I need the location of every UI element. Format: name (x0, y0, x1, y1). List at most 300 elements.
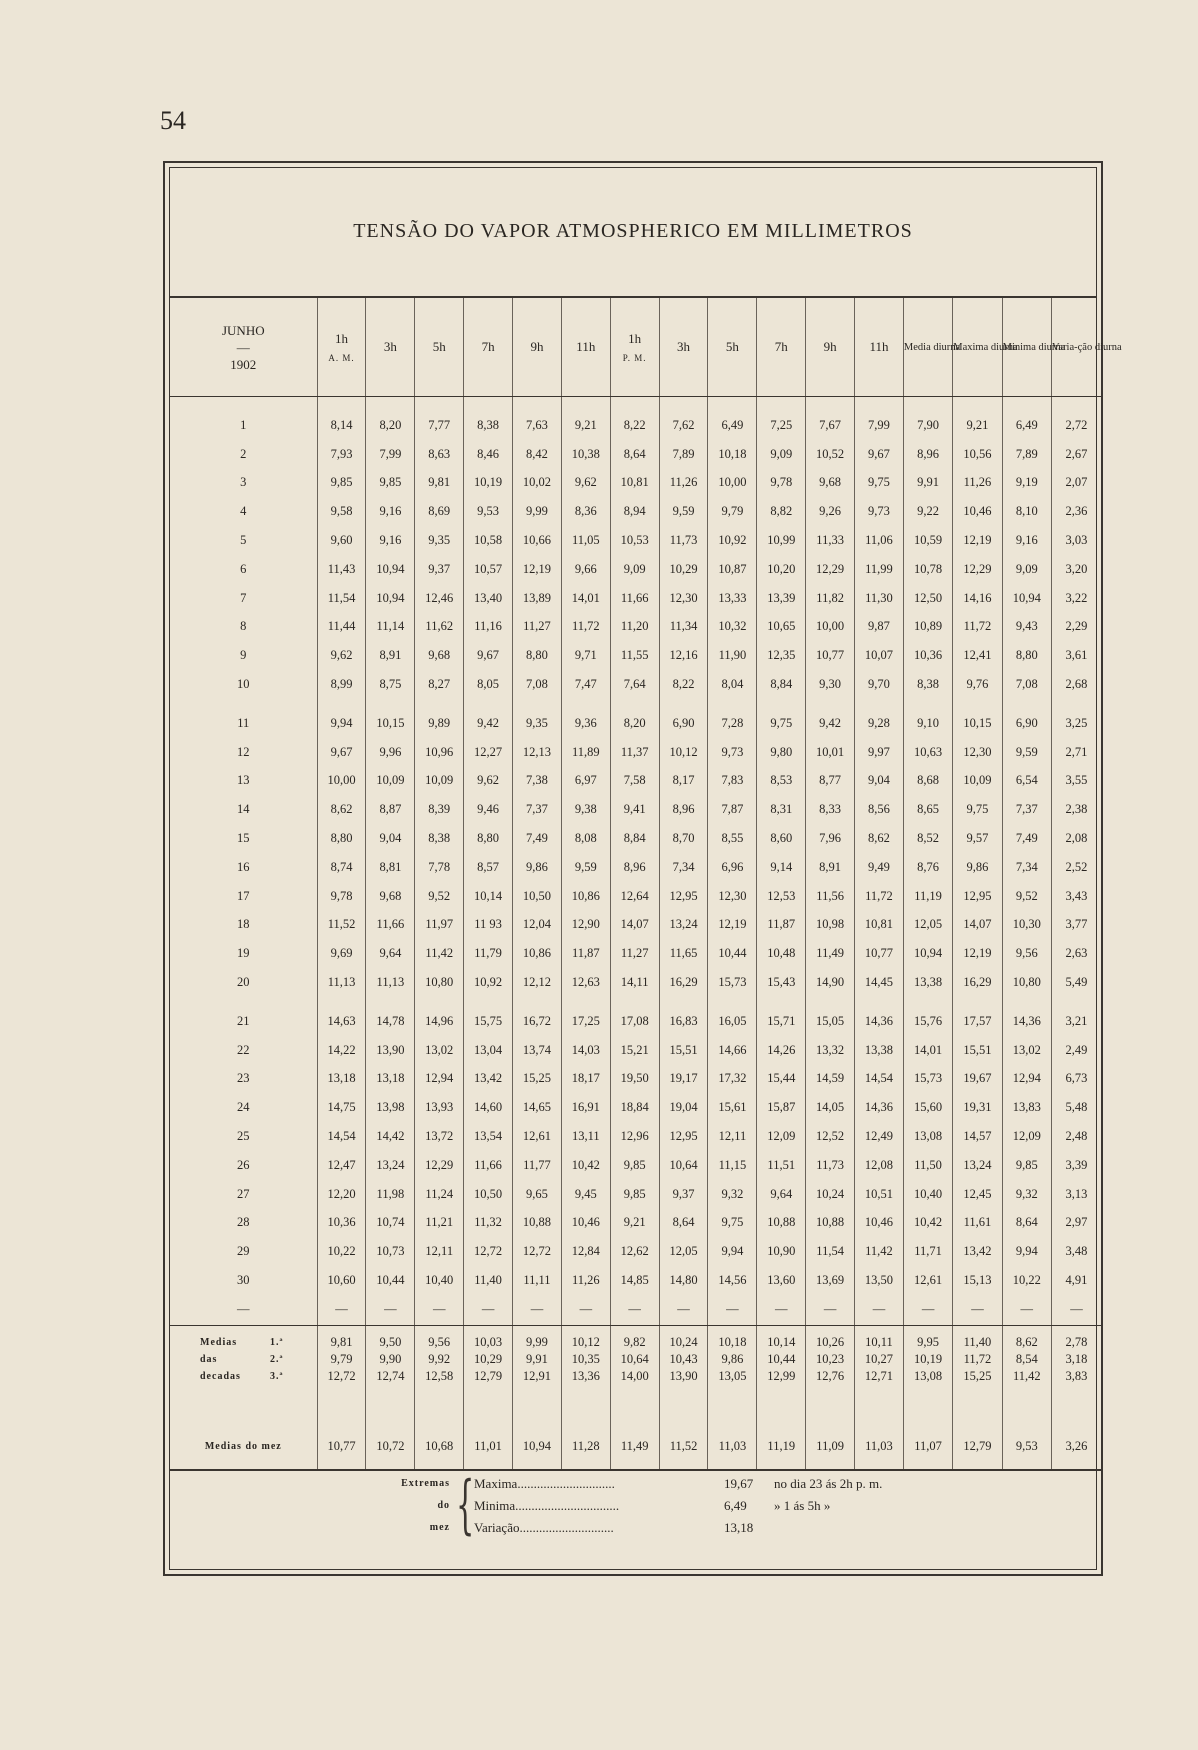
value-cell: 9,85 (366, 469, 415, 498)
value-cell: 7,99 (855, 397, 904, 440)
decade-number: 1.ª (270, 1336, 284, 1348)
decade-mean-row (170, 1351, 1101, 1368)
value-cell: 13,04 (464, 1036, 513, 1065)
table-row (170, 1266, 1101, 1295)
value-cell: 9,59 (1002, 738, 1051, 767)
value-cell: 16,91 (561, 1093, 610, 1122)
gap-cell (170, 699, 317, 709)
value-cell: 11,28 (561, 1425, 610, 1470)
value-cell: 9,68 (415, 641, 464, 670)
value-cell: 9,94 (1002, 1237, 1051, 1266)
extremes-row-minima (474, 1495, 1034, 1517)
dash-cell: — (708, 1295, 757, 1326)
value-cell: 10,48 (757, 939, 806, 968)
header-hour (513, 298, 562, 397)
pad-cell (561, 1385, 610, 1425)
value-cell: 7,08 (1002, 670, 1051, 699)
value-cell: 11,11 (513, 1266, 562, 1295)
value-cell: 9,37 (415, 555, 464, 584)
value-cell: 10,00 (317, 767, 366, 796)
value-cell: 9,81 (317, 1334, 366, 1351)
value-cell: 8,54 (1002, 1351, 1051, 1368)
pad-cell (610, 1385, 659, 1425)
header-hour (757, 298, 806, 397)
value-cell: 7,62 (659, 397, 708, 440)
value-cell: 12,19 (953, 526, 1002, 555)
value-cell: 7,64 (610, 670, 659, 699)
decade-label (170, 1334, 317, 1351)
value-cell: 8,08 (561, 824, 610, 853)
value-cell: 9,67 (464, 641, 513, 670)
value-cell: 11,27 (513, 613, 562, 642)
value-cell: 12,52 (806, 1122, 855, 1151)
value-cell: 11,33 (806, 526, 855, 555)
value-cell: 14,85 (610, 1266, 659, 1295)
value-cell: 11 93 (464, 911, 513, 940)
table-row (170, 584, 1101, 613)
table-row (170, 1180, 1101, 1209)
value-cell: 2,07 (1051, 469, 1101, 498)
value-cell: 10,19 (903, 1351, 952, 1368)
value-cell: 11,72 (561, 613, 610, 642)
value-cell: 8,55 (708, 824, 757, 853)
value-cell: 10,40 (903, 1180, 952, 1209)
value-cell: 10,29 (659, 555, 708, 584)
value-cell: 12,91 (513, 1368, 562, 1385)
value-cell: 15,44 (757, 1065, 806, 1094)
value-cell: 10,77 (855, 939, 904, 968)
header-month: JUNHO (221, 322, 265, 338)
value-cell: 10,46 (953, 497, 1002, 526)
value-cell: 8,22 (610, 397, 659, 440)
day-number: 18 (237, 917, 250, 932)
value-cell: 8,91 (366, 641, 415, 670)
value-cell: 15,51 (953, 1036, 1002, 1065)
value-cell: 13,08 (903, 1368, 952, 1385)
pad-cell (757, 1325, 806, 1334)
value-cell: 10,56 (953, 440, 1002, 469)
value-cell: 19,67 (953, 1065, 1002, 1094)
value-cell: 8,80 (317, 824, 366, 853)
value-cell: 10,65 (757, 613, 806, 642)
header-hour-label: 1h (628, 331, 642, 346)
value-cell: 8,94 (610, 497, 659, 526)
table-row (170, 738, 1101, 767)
value-cell: 10,15 (366, 709, 415, 738)
value-cell: 9,22 (903, 497, 952, 526)
day-number: 3 (240, 475, 247, 490)
value-cell: 10,29 (464, 1351, 513, 1368)
table-row (170, 939, 1101, 968)
value-cell: 13,83 (1002, 1093, 1051, 1122)
value-cell: 10,14 (757, 1334, 806, 1351)
value-cell: 11,42 (415, 939, 464, 968)
value-cell: 13,18 (366, 1065, 415, 1094)
value-cell: 12,04 (513, 911, 562, 940)
value-cell: 8,46 (464, 440, 513, 469)
table-frame-inner (169, 167, 1122, 1570)
value-cell: 9,42 (464, 709, 513, 738)
value-cell: 14,56 (708, 1266, 757, 1295)
value-cell: 15,76 (903, 1007, 952, 1036)
dash-cell: — (855, 1295, 904, 1326)
value-cell: 11,98 (366, 1180, 415, 1209)
pad-cell (855, 1325, 904, 1334)
value-cell: 9,37 (659, 1180, 708, 1209)
value-cell: 10,43 (659, 1351, 708, 1368)
value-cell: 9,19 (1002, 469, 1051, 498)
gap-cell (757, 997, 806, 1007)
value-cell: 13,42 (953, 1237, 1002, 1266)
value-cell: 10,46 (855, 1209, 904, 1238)
pad-cell (170, 1385, 317, 1425)
day-number: 29 (237, 1244, 250, 1259)
value-cell: 13,54 (464, 1122, 513, 1151)
value-cell: 9,66 (561, 555, 610, 584)
value-cell: 12,95 (953, 882, 1002, 911)
value-cell: 12,84 (561, 1237, 610, 1266)
dash-cell: — (366, 1295, 415, 1326)
value-cell: 10,00 (708, 469, 757, 498)
decade-number: 2.ª (270, 1353, 284, 1365)
value-cell: 11,99 (855, 555, 904, 584)
value-cell: 11,54 (317, 584, 366, 613)
value-cell: 12,30 (659, 584, 708, 613)
value-cell: 8,96 (903, 440, 952, 469)
gap-cell (1002, 699, 1051, 709)
value-cell: 19,50 (610, 1065, 659, 1094)
value-cell: 9,99 (513, 1334, 562, 1351)
day-number: 9 (240, 648, 247, 663)
value-cell: 9,87 (855, 613, 904, 642)
value-cell: 7,08 (513, 670, 562, 699)
value-cell: 2,67 (1051, 440, 1101, 469)
value-cell: 12,49 (855, 1122, 904, 1151)
value-cell: 10,98 (806, 911, 855, 940)
table-row (170, 1237, 1101, 1266)
pad-cell (757, 1385, 806, 1425)
gap-cell (366, 997, 415, 1007)
value-cell: 14,00 (610, 1368, 659, 1385)
value-cell: 7,34 (1002, 853, 1051, 882)
month-mean-row (170, 1425, 1101, 1470)
value-cell: 8,22 (659, 670, 708, 699)
value-cell: 9,43 (1002, 613, 1051, 642)
value-cell: 10,68 (415, 1425, 464, 1470)
value-cell: 15,43 (757, 968, 806, 997)
value-cell: 10,09 (415, 767, 464, 796)
day-number: 8 (240, 619, 247, 634)
table-row (170, 824, 1101, 853)
value-cell: 11,20 (610, 613, 659, 642)
value-cell: 2,08 (1051, 824, 1101, 853)
value-cell: 9,62 (561, 469, 610, 498)
dash-cell: — (1002, 1295, 1051, 1326)
header-hour-label: 3h (383, 339, 397, 354)
value-cell: 9,91 (903, 469, 952, 498)
day-number: 24 (237, 1100, 250, 1115)
value-cell: 11,87 (561, 939, 610, 968)
value-cell: 13,11 (561, 1122, 610, 1151)
value-cell: 8,05 (464, 670, 513, 699)
value-cell: 8,52 (903, 824, 952, 853)
value-cell: 15,60 (903, 1093, 952, 1122)
value-cell: 8,14 (317, 397, 366, 440)
value-cell: 10,88 (806, 1209, 855, 1238)
value-cell: 10,50 (464, 1180, 513, 1209)
gap-cell (415, 699, 464, 709)
value-cell: 10,22 (1002, 1266, 1051, 1295)
value-cell: 17,57 (953, 1007, 1002, 1036)
value-cell: 9,67 (855, 440, 904, 469)
value-cell: 12,30 (708, 882, 757, 911)
value-cell: 11,62 (415, 613, 464, 642)
value-cell: 16,83 (659, 1007, 708, 1036)
gap-cell (366, 699, 415, 709)
header-hour (659, 298, 708, 397)
value-cell: 11,03 (855, 1425, 904, 1470)
day-number: 11 (237, 715, 250, 730)
value-cell: 9,32 (708, 1180, 757, 1209)
value-cell: 9,21 (953, 397, 1002, 440)
extremes-brace: { (456, 1468, 475, 1542)
value-cell: 9,57 (953, 824, 1002, 853)
value-cell: 10,52 (806, 440, 855, 469)
decade-label-text: Medias (200, 1336, 238, 1348)
pad-cell (513, 1325, 562, 1334)
value-cell: 11,19 (903, 882, 952, 911)
value-cell: 11,50 (903, 1151, 952, 1180)
value-cell: 9,85 (610, 1180, 659, 1209)
value-cell: 11,49 (806, 939, 855, 968)
value-cell: 9,69 (317, 939, 366, 968)
value-cell: 12,50 (903, 584, 952, 613)
value-cell: 11,55 (610, 641, 659, 670)
value-cell: 10,22 (317, 1237, 366, 1266)
value-cell: 13,24 (659, 911, 708, 940)
value-cell: 11,40 (953, 1334, 1002, 1351)
table-row (170, 882, 1101, 911)
pad-cell (170, 1325, 317, 1334)
value-cell: 8,04 (708, 670, 757, 699)
value-cell: 12,58 (415, 1368, 464, 1385)
gap-cell (903, 699, 952, 709)
value-cell: 11,13 (317, 968, 366, 997)
gap-cell (855, 997, 904, 1007)
value-cell: 13,98 (366, 1093, 415, 1122)
pad-cell (561, 1325, 610, 1334)
value-cell: 13,02 (415, 1036, 464, 1065)
extremes-label-2: do (437, 1500, 450, 1511)
value-cell: 9,68 (366, 882, 415, 911)
value-cell: 3,83 (1051, 1368, 1101, 1385)
day-number: 26 (237, 1157, 250, 1172)
header-hour (708, 298, 757, 397)
value-cell: 14,96 (415, 1007, 464, 1036)
gap-cell (806, 997, 855, 1007)
value-cell: 2,78 (1051, 1334, 1101, 1351)
value-cell: 7,34 (659, 853, 708, 882)
value-cell: 12,63 (561, 968, 610, 997)
day-number: 7 (240, 590, 247, 605)
header-hour-label: 11h (576, 339, 596, 354)
value-cell: 11,61 (953, 1209, 1002, 1238)
value-cell: 10,51 (855, 1180, 904, 1209)
day-number: 30 (237, 1273, 250, 1287)
value-cell: 12,94 (415, 1065, 464, 1094)
value-cell: 10,35 (561, 1351, 610, 1368)
value-cell: 10,86 (561, 882, 610, 911)
value-cell: 10,01 (806, 738, 855, 767)
value-cell: 9,36 (561, 709, 610, 738)
value-cell: 9,60 (317, 526, 366, 555)
value-cell: 11,52 (659, 1425, 708, 1470)
pad-cell (1051, 1325, 1101, 1334)
dash-cell: — (1051, 1295, 1101, 1326)
value-cell: 9,81 (415, 469, 464, 498)
value-cell: 19,31 (953, 1093, 1002, 1122)
table-row (170, 440, 1101, 469)
value-cell: 7,63 (513, 397, 562, 440)
value-cell: 9,73 (855, 497, 904, 526)
value-cell: 10,94 (366, 584, 415, 613)
value-cell: 19,17 (659, 1065, 708, 1094)
value-cell: 11,24 (415, 1180, 464, 1209)
table-row (170, 1209, 1101, 1238)
header-hour-label: 7h (774, 339, 788, 354)
value-cell: 9,38 (561, 795, 610, 824)
table-row (170, 469, 1101, 498)
value-cell: 8,39 (415, 795, 464, 824)
header-year: 1902 (230, 356, 257, 372)
value-cell: 14,59 (806, 1065, 855, 1094)
value-cell: 9,70 (855, 670, 904, 699)
table-row (170, 968, 1101, 997)
value-cell: 11,14 (366, 613, 415, 642)
value-cell: 7,77 (415, 397, 464, 440)
value-cell: 14,36 (1002, 1007, 1051, 1036)
value-cell: 10,18 (708, 1334, 757, 1351)
value-cell: 13,32 (806, 1036, 855, 1065)
value-cell: 11,15 (708, 1151, 757, 1180)
value-cell: 6,73 (1051, 1065, 1101, 1094)
value-cell: 8,74 (317, 853, 366, 882)
page-title: TENSÃO DO VAPOR ATMOSPHERICO EM MILLIMETROS (353, 220, 913, 242)
value-cell: 16,29 (659, 968, 708, 997)
value-cell: 11,16 (464, 613, 513, 642)
value-cell: 14,75 (317, 1093, 366, 1122)
value-cell: 16,29 (953, 968, 1002, 997)
value-cell: 3,48 (1051, 1237, 1101, 1266)
value-cell: 9,16 (366, 497, 415, 526)
header-hour (855, 298, 904, 397)
value-cell: 8,96 (659, 795, 708, 824)
value-cell: 10,44 (708, 939, 757, 968)
value-cell: 11,42 (1002, 1368, 1051, 1385)
dash-cell: — (757, 1295, 806, 1326)
value-cell: 10,14 (464, 882, 513, 911)
header-meridiem: P. M. (622, 353, 647, 363)
value-cell: 9,16 (366, 526, 415, 555)
value-cell: 9,21 (610, 1209, 659, 1238)
value-cell: 10,94 (366, 555, 415, 584)
value-cell: 11,32 (464, 1209, 513, 1238)
value-cell: 9,80 (757, 738, 806, 767)
value-cell: 10,09 (366, 767, 415, 796)
table-row (170, 526, 1101, 555)
value-cell: 15,73 (708, 968, 757, 997)
header-hour-label: 3h (677, 339, 691, 354)
value-cell: 9,86 (708, 1351, 757, 1368)
value-cell: 2,72 (1051, 397, 1101, 440)
value-cell: 11,90 (708, 641, 757, 670)
value-cell: 11,03 (708, 1425, 757, 1470)
value-cell: 8,91 (806, 853, 855, 882)
value-cell: 10,96 (415, 738, 464, 767)
gap-cell (464, 997, 513, 1007)
value-cell: 7,93 (317, 440, 366, 469)
gap-cell (513, 699, 562, 709)
header-hour-label: 9h (530, 339, 544, 354)
gap-cell (513, 997, 562, 1007)
value-cell: 7,37 (513, 795, 562, 824)
value-cell: 11,09 (806, 1425, 855, 1470)
header-hour-label: 7h (481, 339, 495, 354)
value-cell: 15,13 (953, 1266, 1002, 1295)
value-cell: 7,38 (513, 767, 562, 796)
value-cell: 8,64 (1002, 1209, 1051, 1238)
gap-cell (953, 997, 1002, 1007)
header-hour-label: 1h (335, 331, 349, 346)
value-cell: 11,19 (757, 1425, 806, 1470)
value-cell: 10,66 (513, 526, 562, 555)
value-cell: 13,90 (659, 1368, 708, 1385)
value-cell: 14,36 (855, 1007, 904, 1036)
value-cell: 11,43 (317, 555, 366, 584)
value-cell: 17,32 (708, 1065, 757, 1094)
value-cell: 9,67 (317, 738, 366, 767)
value-cell: 12,46 (415, 584, 464, 613)
value-cell: 9,09 (1002, 555, 1051, 584)
header-dash: — (236, 339, 250, 355)
value-cell: 10,11 (855, 1334, 904, 1351)
value-cell: 15,71 (757, 1007, 806, 1036)
dash-cell: — (513, 1295, 562, 1326)
day-number: 20 (237, 975, 250, 990)
value-cell: 5,49 (1051, 968, 1101, 997)
pad-cell (317, 1385, 366, 1425)
value-cell: 12,19 (708, 911, 757, 940)
value-cell: 12,53 (757, 882, 806, 911)
value-cell: 10,89 (903, 613, 952, 642)
extreme-note: » 1 ás 5h » (774, 1498, 831, 1513)
value-cell: 6,49 (708, 397, 757, 440)
value-cell: 15,73 (903, 1065, 952, 1094)
decade-mean-row (170, 1334, 1101, 1351)
value-cell: 10,57 (464, 555, 513, 584)
value-cell: 11,56 (806, 882, 855, 911)
day-number: 16 (237, 859, 250, 874)
value-cell: 10,12 (659, 738, 708, 767)
table-row (170, 641, 1101, 670)
value-cell: 7,78 (415, 853, 464, 882)
gap-cell (415, 997, 464, 1007)
value-cell: 14,65 (513, 1093, 562, 1122)
value-cell: 9,16 (1002, 526, 1051, 555)
value-cell: 9,64 (757, 1180, 806, 1209)
value-cell: 8,62 (317, 795, 366, 824)
value-cell: 15,05 (806, 1007, 855, 1036)
